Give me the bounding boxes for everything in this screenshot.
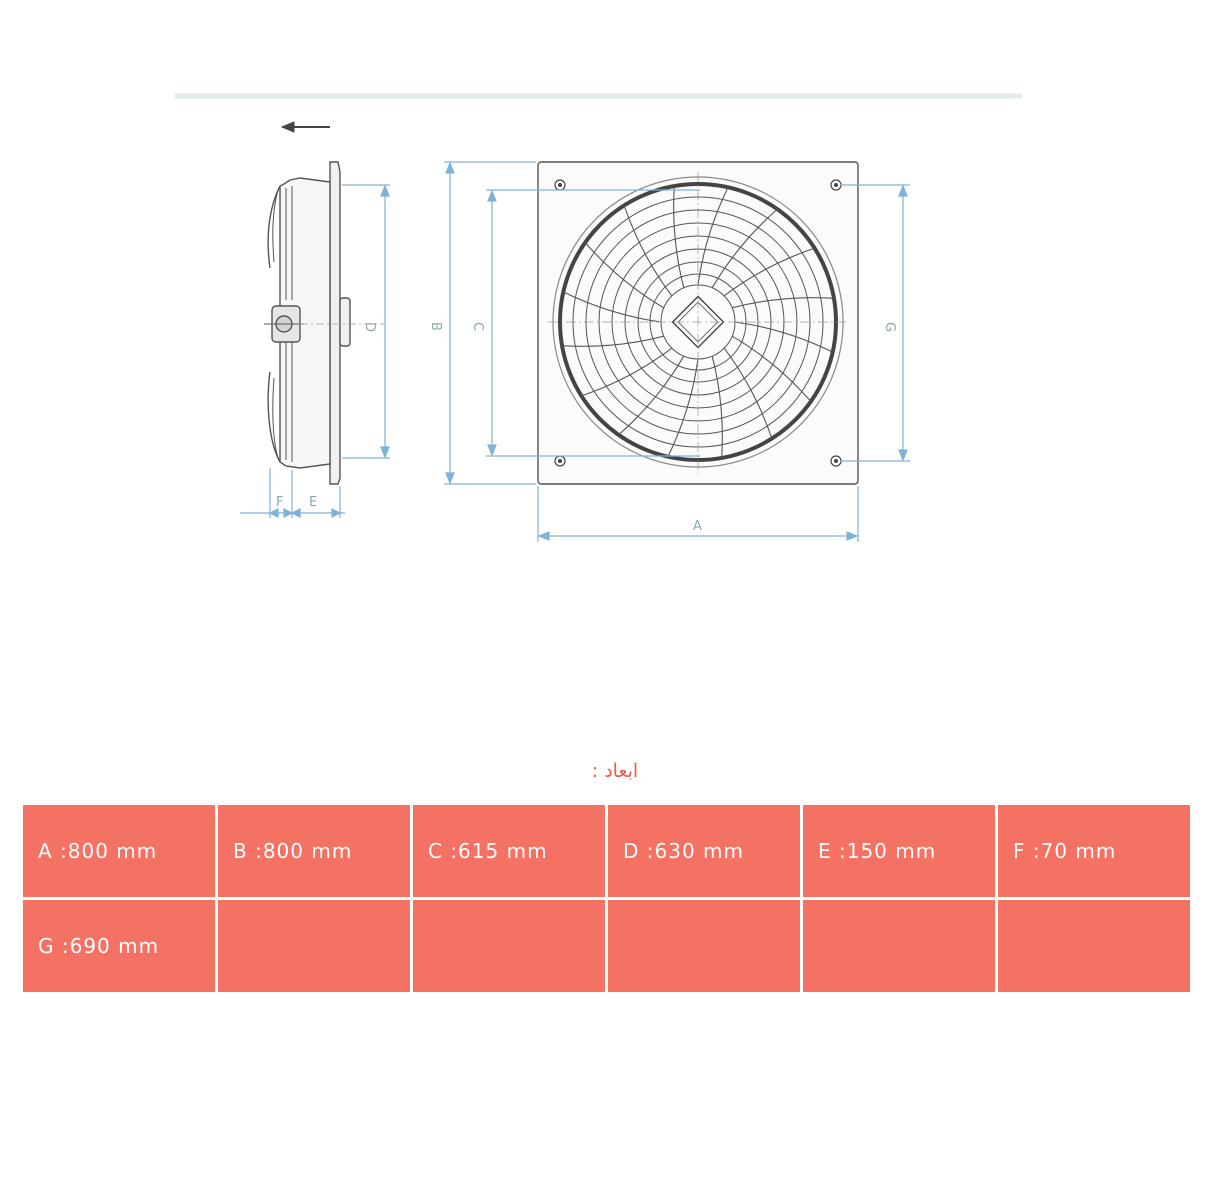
table-cell: F :70 mm [998, 805, 1190, 897]
table-cell: B :800 mm [218, 805, 410, 897]
label-b: B [428, 322, 443, 331]
label-g: G [882, 322, 897, 333]
label-e: E [309, 495, 318, 510]
table-cell: E :150 mm [803, 805, 995, 897]
airflow-arrow-icon [282, 122, 330, 132]
front-view [538, 162, 858, 484]
label-c: C [470, 322, 485, 332]
table-cell: C :615 mm [413, 805, 605, 897]
label-f: F [276, 495, 284, 510]
dimension-b [444, 162, 536, 484]
table-cell [608, 900, 800, 992]
dimensions-table [20, 802, 1193, 995]
table-cell: G :690 mm [23, 900, 215, 992]
table-cell [803, 900, 995, 992]
table-cell: D :630 mm [608, 805, 800, 897]
dimension-f-e [240, 468, 345, 518]
table-cell [413, 900, 605, 992]
label-a: A [693, 519, 702, 534]
table-row [23, 900, 1190, 992]
dimensions-title: ابعاد : [591, 760, 639, 782]
table-cell: A :800 mm [23, 805, 215, 897]
label-d: D [362, 322, 377, 333]
table-row [23, 805, 1190, 897]
table-cell [218, 900, 410, 992]
table-cell [998, 900, 1190, 992]
